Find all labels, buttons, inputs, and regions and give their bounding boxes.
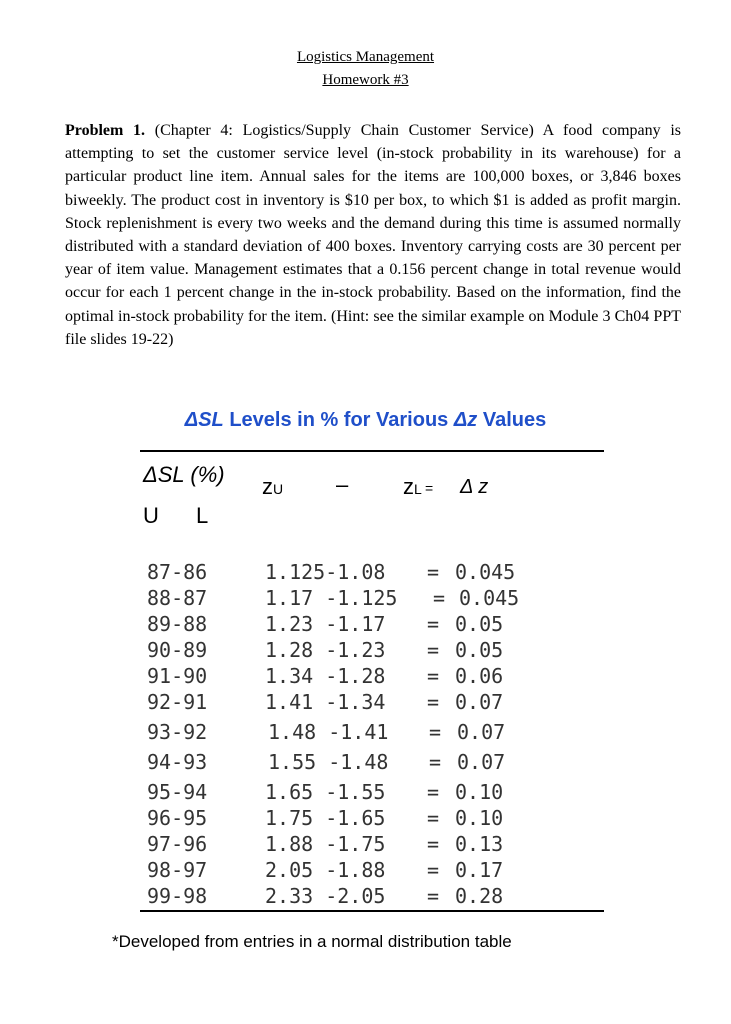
table-title	[0, 409, 731, 432]
table-row	[147, 612, 504, 638]
table-row	[147, 858, 504, 884]
column-header-zu-sub: U	[273, 481, 284, 497]
column-header-zl-sub: L	[414, 481, 422, 497]
problem-text: (Chapter 4: Logistics/Supply Chain Customer Service) A food company is attempting to set the customer service level (in-stock probability in its warehouse) for a particular product line item. Annual sales for the items are 100,000 boxes, or 3,846 boxes biweekly. The product cost in inventory is $10 per box, to which $1 is added as profit margin. Stock replenishment is every two weeks and the demand during this time is assumed normally distributed with a standard deviation of 400 boxes. Inventory carrying costs are 30 percent per year of item value. Management estimates that a 0.156 percent change in total revenue would occur for each 1 percent change in the in-stock probability. Based on the information, find the optimal in-stock probability for the item. (Hint: see the similar example on Module 3 Ch04 PPT file slides 19-22)	[65, 122, 682, 348]
row-calculation: 1.55 -1.48	[268, 750, 389, 774]
table-title-symbol: ΔSL	[184, 409, 224, 431]
row-equals: =	[427, 664, 440, 688]
row-calculation: 1.41 -1.34	[265, 690, 386, 714]
document-subtitle: Homework #3	[322, 72, 409, 88]
row-calculation: 2.33 -2.05	[265, 884, 386, 908]
row-equals: =	[427, 858, 440, 882]
row-equals: =	[427, 780, 440, 804]
row-range: 92-91	[147, 690, 208, 714]
row-equals: =	[429, 750, 442, 774]
row-calculation: 1.88 -1.75	[265, 832, 386, 856]
row-calculation: 1.48 -1.41	[268, 720, 389, 744]
row-equals: =	[427, 612, 440, 636]
problem-statement	[65, 119, 681, 351]
table-row	[147, 560, 516, 586]
table-row	[147, 884, 504, 910]
row-range: 87-86	[147, 560, 208, 584]
row-delta-z: 0.17	[455, 858, 504, 882]
row-range: 99-98	[147, 884, 208, 908]
row-delta-z: 0.13	[455, 832, 504, 856]
row-equals: =	[427, 832, 440, 856]
row-equals: =	[427, 560, 440, 584]
row-calculation: 1.34 -1.28	[265, 664, 386, 688]
table-row	[147, 780, 504, 806]
table-row	[147, 690, 504, 716]
row-delta-z: 0.045	[455, 560, 516, 584]
row-range: 98-97	[147, 858, 208, 882]
row-range: 93-92	[147, 720, 208, 744]
row-delta-z: 0.07	[457, 720, 506, 744]
table-top-rule	[140, 450, 604, 452]
column-header-l: L	[196, 503, 209, 528]
row-equals: =	[433, 586, 446, 610]
row-delta-z: 0.10	[455, 780, 504, 804]
column-header-zl	[403, 474, 422, 500]
row-equals: =	[427, 690, 440, 714]
table-row	[147, 832, 504, 858]
row-calculation: 2.05 -1.88	[265, 858, 386, 882]
row-delta-z: 0.28	[455, 884, 504, 908]
column-header-zl-letter: z	[403, 474, 414, 499]
row-calculation: 1.23 -1.17	[265, 612, 386, 636]
table-bottom-rule	[140, 910, 604, 912]
row-equals: =	[427, 806, 440, 830]
row-calculation: 1.125-1.08	[265, 560, 386, 584]
table-title-dz: Δz	[453, 409, 478, 431]
table-row	[147, 720, 506, 746]
row-delta-z: 0.07	[455, 690, 504, 714]
row-equals: =	[429, 720, 442, 744]
row-range: 96-95	[147, 806, 208, 830]
row-delta-z: 0.05	[455, 638, 504, 662]
column-header-zu-letter: z	[262, 474, 273, 499]
column-header-u: U	[143, 503, 159, 528]
row-equals: =	[427, 638, 440, 662]
column-header-equals: =	[425, 480, 434, 496]
row-delta-z: 0.10	[455, 806, 504, 830]
column-header-minus: –	[336, 472, 349, 497]
row-delta-z: 0.06	[455, 664, 504, 688]
document-title: Logistics Management	[296, 49, 435, 65]
row-calculation: 1.65 -1.55	[265, 780, 386, 804]
column-header-dsl: ΔSL (%)	[143, 462, 225, 487]
row-range: 97-96	[147, 832, 208, 856]
table-title-rest: Levels in % for Various	[229, 409, 449, 431]
column-header-dz: Δ z	[460, 476, 489, 498]
table-footnote: *Developed from entries in a normal distribution table	[112, 932, 512, 951]
row-calculation: 1.75 -1.65	[265, 806, 386, 830]
column-header-zu	[262, 474, 283, 500]
row-range: 91-90	[147, 664, 208, 688]
row-range: 89-88	[147, 612, 208, 636]
row-delta-z: 0.05	[455, 612, 504, 636]
table-row	[147, 586, 520, 612]
row-range: 90-89	[147, 638, 208, 662]
row-range: 88-87	[147, 586, 208, 610]
problem-label: Problem 1.	[65, 122, 146, 139]
row-delta-z: 0.07	[457, 750, 506, 774]
row-delta-z: 0.045	[459, 586, 520, 610]
table-row	[147, 750, 506, 776]
row-range: 94-93	[147, 750, 208, 774]
table-title-end: Values	[482, 409, 547, 431]
row-equals: =	[427, 884, 440, 908]
row-calculation: 1.28 -1.23	[265, 638, 386, 662]
table-row	[147, 664, 504, 690]
row-calculation: 1.17 -1.125	[265, 586, 398, 610]
table-row	[147, 638, 504, 664]
table-row	[147, 806, 504, 832]
row-range: 95-94	[147, 780, 208, 804]
